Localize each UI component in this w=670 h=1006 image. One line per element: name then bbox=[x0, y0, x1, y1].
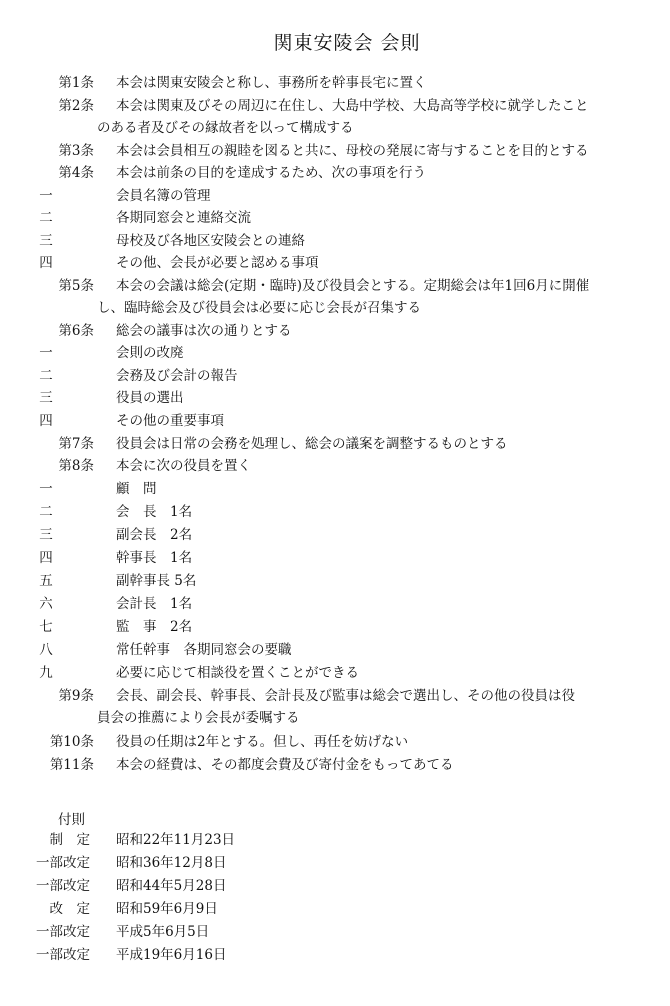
item-number: 一 bbox=[39, 481, 53, 497]
article-text-cont: 員会の推薦により会長が委嘱する bbox=[97, 710, 300, 726]
item-number: 九 bbox=[39, 665, 53, 681]
article-text-cont: し、臨時総会及び役員会は必要に応じ会長が召集する bbox=[97, 300, 421, 316]
item-number: 五 bbox=[39, 573, 53, 589]
item-number: 二 bbox=[39, 210, 53, 226]
item-text: 必要に応じて相談役を置くことができる bbox=[116, 665, 359, 681]
item-text: 母校及び各地区安陵会との連絡 bbox=[116, 233, 305, 249]
item-text: 常任幹事 各期同窓会の要職 bbox=[116, 642, 292, 658]
history-date: 平成5年6月5日 bbox=[116, 924, 210, 940]
history-label: 一部改定 bbox=[36, 947, 90, 963]
item-number: 一 bbox=[39, 345, 53, 361]
document-title: 関東安陵会 会則 bbox=[273, 32, 421, 54]
article-label: 第3条 bbox=[58, 143, 94, 159]
history-date: 昭和36年12月8日 bbox=[116, 855, 227, 871]
article-text: 本会に次の役員を置く bbox=[116, 458, 251, 474]
article-text: 本会の会議は総会(定期・臨時)及び役員会とする。定期総会は年1回6月に開催 bbox=[116, 278, 590, 294]
history-date: 平成19年6月16日 bbox=[116, 947, 227, 963]
history-label: 制 定 bbox=[49, 832, 90, 848]
item-text: 会務及び会計の報告 bbox=[116, 368, 238, 384]
item-text: 会 長 1名 bbox=[116, 504, 193, 520]
item-text: 会則の改廃 bbox=[116, 345, 184, 361]
article-text: 本会は前条の目的を達成するため、次の事項を行う bbox=[116, 165, 426, 181]
item-text: 会員名簿の管理 bbox=[116, 188, 211, 204]
article-label: 第10条 bbox=[49, 734, 94, 750]
article-label: 第8条 bbox=[58, 458, 94, 474]
appendix-heading: 付則 bbox=[58, 812, 85, 828]
item-number: 一 bbox=[39, 188, 53, 204]
history-date: 昭和44年5月28日 bbox=[116, 878, 227, 894]
item-number: 二 bbox=[39, 504, 53, 520]
article-text: 本会は会員相互の親睦を図ると共に、母校の発展に寄与することを目的とする bbox=[116, 143, 589, 159]
history-date: 昭和22年11月23日 bbox=[116, 832, 236, 848]
item-number: 三 bbox=[39, 527, 53, 543]
article-label: 第6条 bbox=[58, 323, 94, 339]
article-text-cont: のある者及びその縁故者を以って構成する bbox=[97, 120, 354, 136]
article-text: 本会の経費は、その都度会費及び寄付金をもってあてる bbox=[116, 757, 454, 773]
article-text: 総会の議事は次の通りとする bbox=[116, 323, 292, 339]
item-text: 各期同窓会と連絡交流 bbox=[116, 210, 251, 226]
article-label: 第7条 bbox=[58, 436, 94, 452]
history-label: 一部改定 bbox=[36, 855, 90, 871]
item-number: 三 bbox=[39, 233, 53, 249]
article-label: 第2条 bbox=[58, 98, 94, 114]
item-text: その他の重要事項 bbox=[116, 413, 224, 429]
article-label: 第9条 bbox=[58, 688, 94, 704]
item-number: 二 bbox=[39, 368, 53, 384]
item-text: その他、会長が必要と認める事項 bbox=[116, 255, 319, 271]
article-label: 第4条 bbox=[58, 165, 94, 181]
item-number: 三 bbox=[39, 390, 53, 406]
history-date: 昭和59年6月9日 bbox=[116, 901, 218, 917]
article-text: 本会は関東安陵会と称し、事務所を幹事長宅に置く bbox=[116, 75, 427, 91]
item-number: 四 bbox=[39, 550, 53, 566]
article-text: 会長、副会長、幹事長、会計長及び監事は総会で選出し、その他の役員は役 bbox=[116, 688, 575, 704]
item-text: 役員の選出 bbox=[116, 390, 184, 406]
item-text: 会計長 1名 bbox=[116, 596, 193, 612]
history-label: 一部改定 bbox=[36, 878, 90, 894]
item-text: 監 事 2名 bbox=[116, 619, 193, 635]
article-label: 第11条 bbox=[49, 757, 94, 773]
history-label: 改 定 bbox=[49, 901, 90, 917]
article-text: 役員の任期は2年とする。但し、再任を妨げない bbox=[116, 734, 409, 750]
item-text: 副会長 2名 bbox=[116, 527, 193, 543]
article-text: 役員会は日常の会務を処理し、総会の議案を調整するものとする bbox=[116, 436, 508, 452]
item-number: 八 bbox=[39, 642, 53, 658]
history-label: 一部改定 bbox=[36, 924, 90, 940]
item-number: 六 bbox=[39, 596, 53, 612]
item-number: 四 bbox=[39, 413, 53, 429]
item-text: 顧 問 bbox=[116, 481, 157, 497]
article-label: 第5条 bbox=[58, 278, 94, 294]
article-label: 第1条 bbox=[58, 75, 94, 91]
item-number: 七 bbox=[39, 619, 53, 635]
item-text: 副幹事長 5名 bbox=[116, 573, 197, 589]
item-text: 幹事長 1名 bbox=[116, 550, 193, 566]
article-text: 本会は関東及びその周辺に在住し、大島中学校、大島高等学校に就学したこと bbox=[116, 98, 589, 114]
item-number: 四 bbox=[39, 255, 53, 271]
